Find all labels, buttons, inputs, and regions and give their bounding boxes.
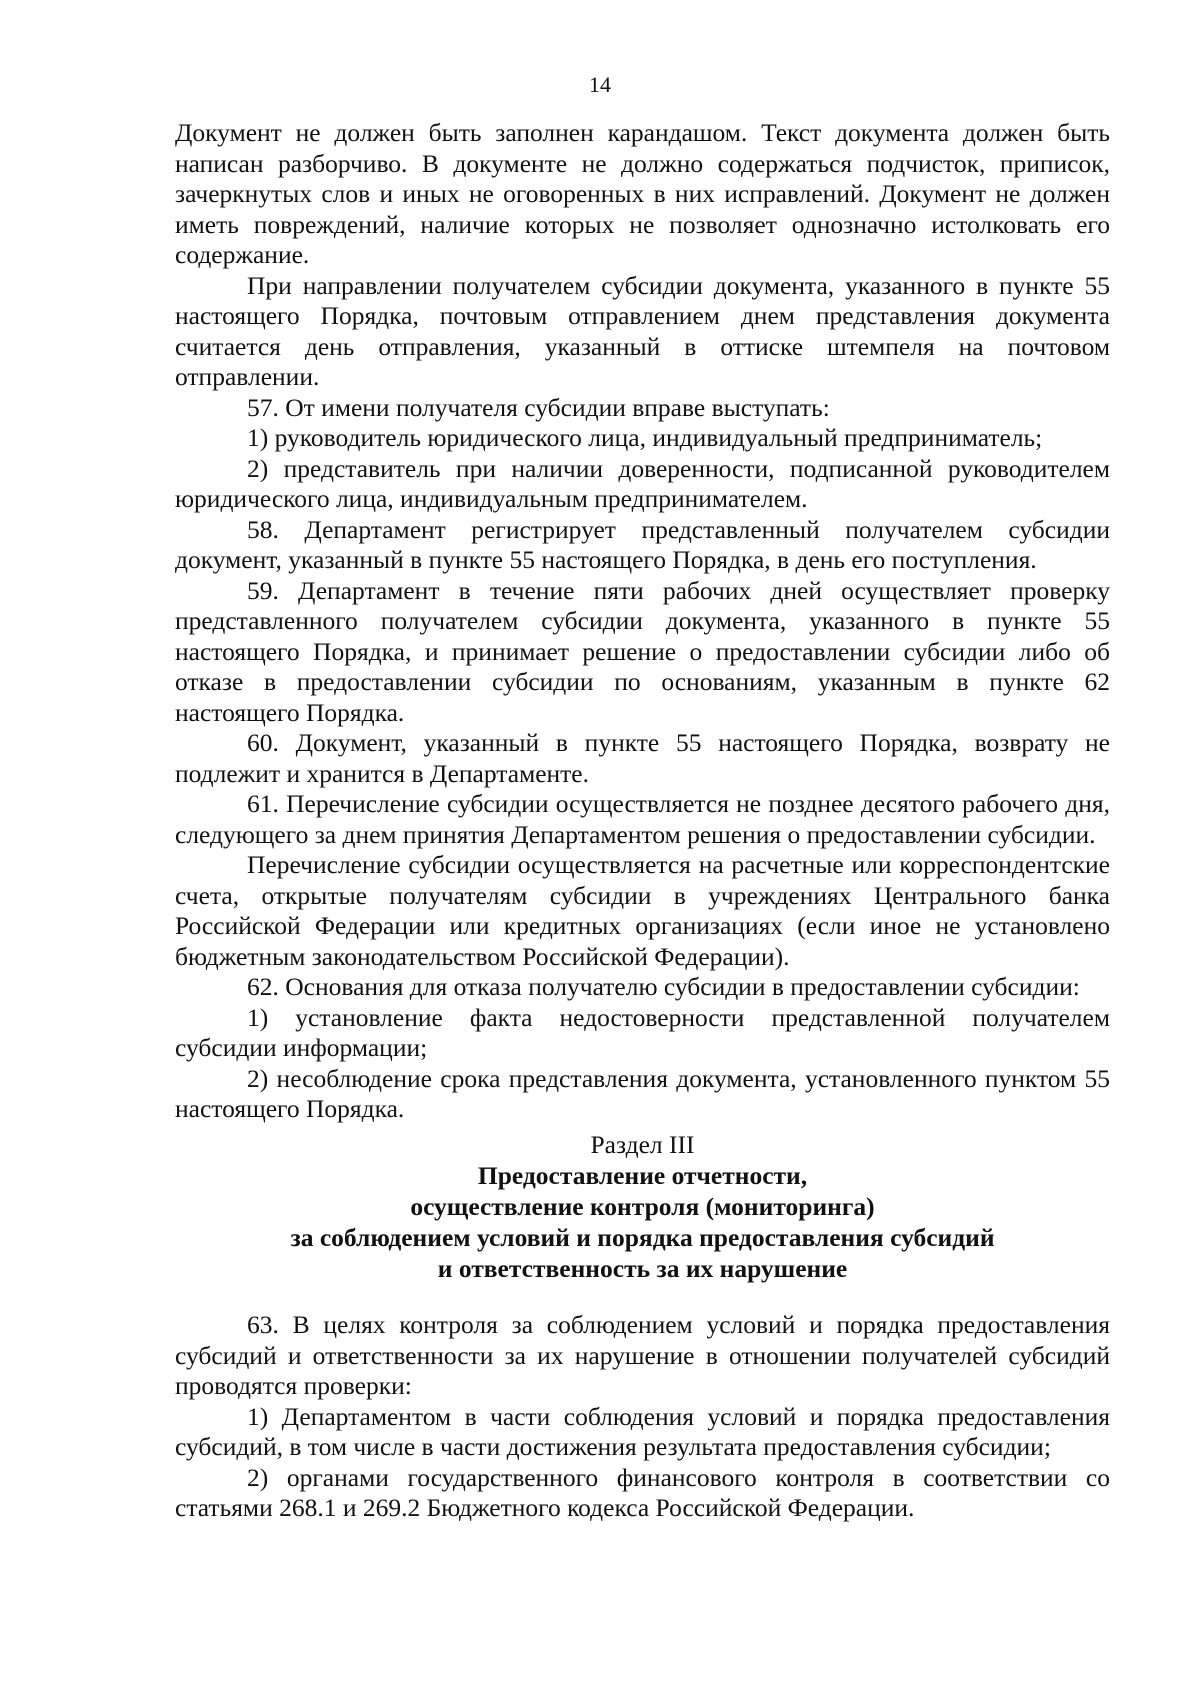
paragraph: 2) представитель при наличии доверенности, подписанной руководителем юридического лица, индивидуальным предпринимателем.	[175, 453, 1110, 513]
section-title-line: осуществление контроля (мониторинга)	[410, 1192, 875, 1221]
body-text-top	[175, 118, 1110, 1125]
paragraph: 61. Перечисление субсидии осуществляется не позднее десятого рабочего дня, следующего за днем принятия Департаментом решения о предоставлении субсидии.	[175, 789, 1110, 849]
page-number: 14	[589, 72, 611, 97]
paragraph: Документ не должен быть заполнен карандашом. Текст документа должен быть написан разборчиво. В документе не должно содержаться подчисток, приписок, зачеркнутых слов и иных не оговоренных в них исправлений. Документ не должен иметь повреждений, наличие которых не позволяет однозначно истолковать его содержание.	[175, 118, 1110, 269]
paragraph: 63. В целях контроля за соблюдением условий и порядка предоставления субсидий и ответственности за их нарушение в отношении получателей субсидий проводятся проверки:	[175, 1310, 1110, 1400]
section-title-line: и ответственность за их нарушение	[437, 1254, 848, 1283]
paragraph: 62. Основания для отказа получателю субсидии в предоставлении субсидии:	[247, 972, 1080, 1001]
paragraph: 1) Департаментом в части соблюдения условий и порядка предоставления субсидий, в том числе в части достижения результата предоставления субсидии;	[175, 1401, 1110, 1461]
section-title-line: за соблюдением условий и порядка предоставления субсидий	[290, 1223, 995, 1252]
paragraph: 59. Департамент в течение пяти рабочих дней осуществляет проверку представленного получателем субсидии документа, указанного в пункте 55 настоящего Порядка, и принимает решение о предоставлении субсидии либо об отказе в предоставлении субсидии по основаниям, указанным в пункте 62 настоящего Порядка.	[175, 575, 1110, 727]
paragraph: 57. От имени получателя субсидии вправе выступать:	[247, 392, 830, 422]
paragraph: 1) установление факта недостоверности представленной получателем субсидии информации;	[175, 1002, 1110, 1062]
body-text-bottom	[175, 1310, 1110, 1524]
paragraph: Перечисление субсидии осуществляется на расчетные или корреспондентские счета, открытые получателям субсидии в учреждениях Центрального банка Российской Федерации или кредитных организациях (если иное не установлено бюджетным законодательством Российской Федерации).	[175, 850, 1110, 971]
section-label: Раздел III	[590, 1130, 695, 1159]
section-heading	[175, 1129, 1110, 1284]
paragraph: При направлении получателем субсидии документа, указанного в пункте 55 настоящего Порядка, почтовым отправлением днем представления документа считается день отправления, указанный в оттиске штемпеля на почтовом отправлении.	[175, 270, 1110, 391]
paragraph: 2) несоблюдение срока представления документа, установленного пунктом 55 настоящего Порядка.	[175, 1063, 1110, 1123]
paragraph: 60. Документ, указанный в пункте 55 настоящего Порядка, возврату не подлежит и хранится в Департаменте.	[175, 728, 1110, 788]
paragraph: 2) органами государственного финансового контроля в соответствии со статьями 268.1 и 269.2 Бюджетного кодекса Российской Федерации.	[175, 1462, 1110, 1522]
paragraph: 58. Департамент регистрирует представленный получателем субсидии документ, указанный в пункте 55 настоящего Порядка, в день его поступления.	[175, 514, 1110, 574]
section-title-line: Предоставление отчетности,	[477, 1161, 808, 1190]
paragraph: 1) руководитель юридического лица, индивидуальный предприниматель;	[247, 423, 1043, 452]
